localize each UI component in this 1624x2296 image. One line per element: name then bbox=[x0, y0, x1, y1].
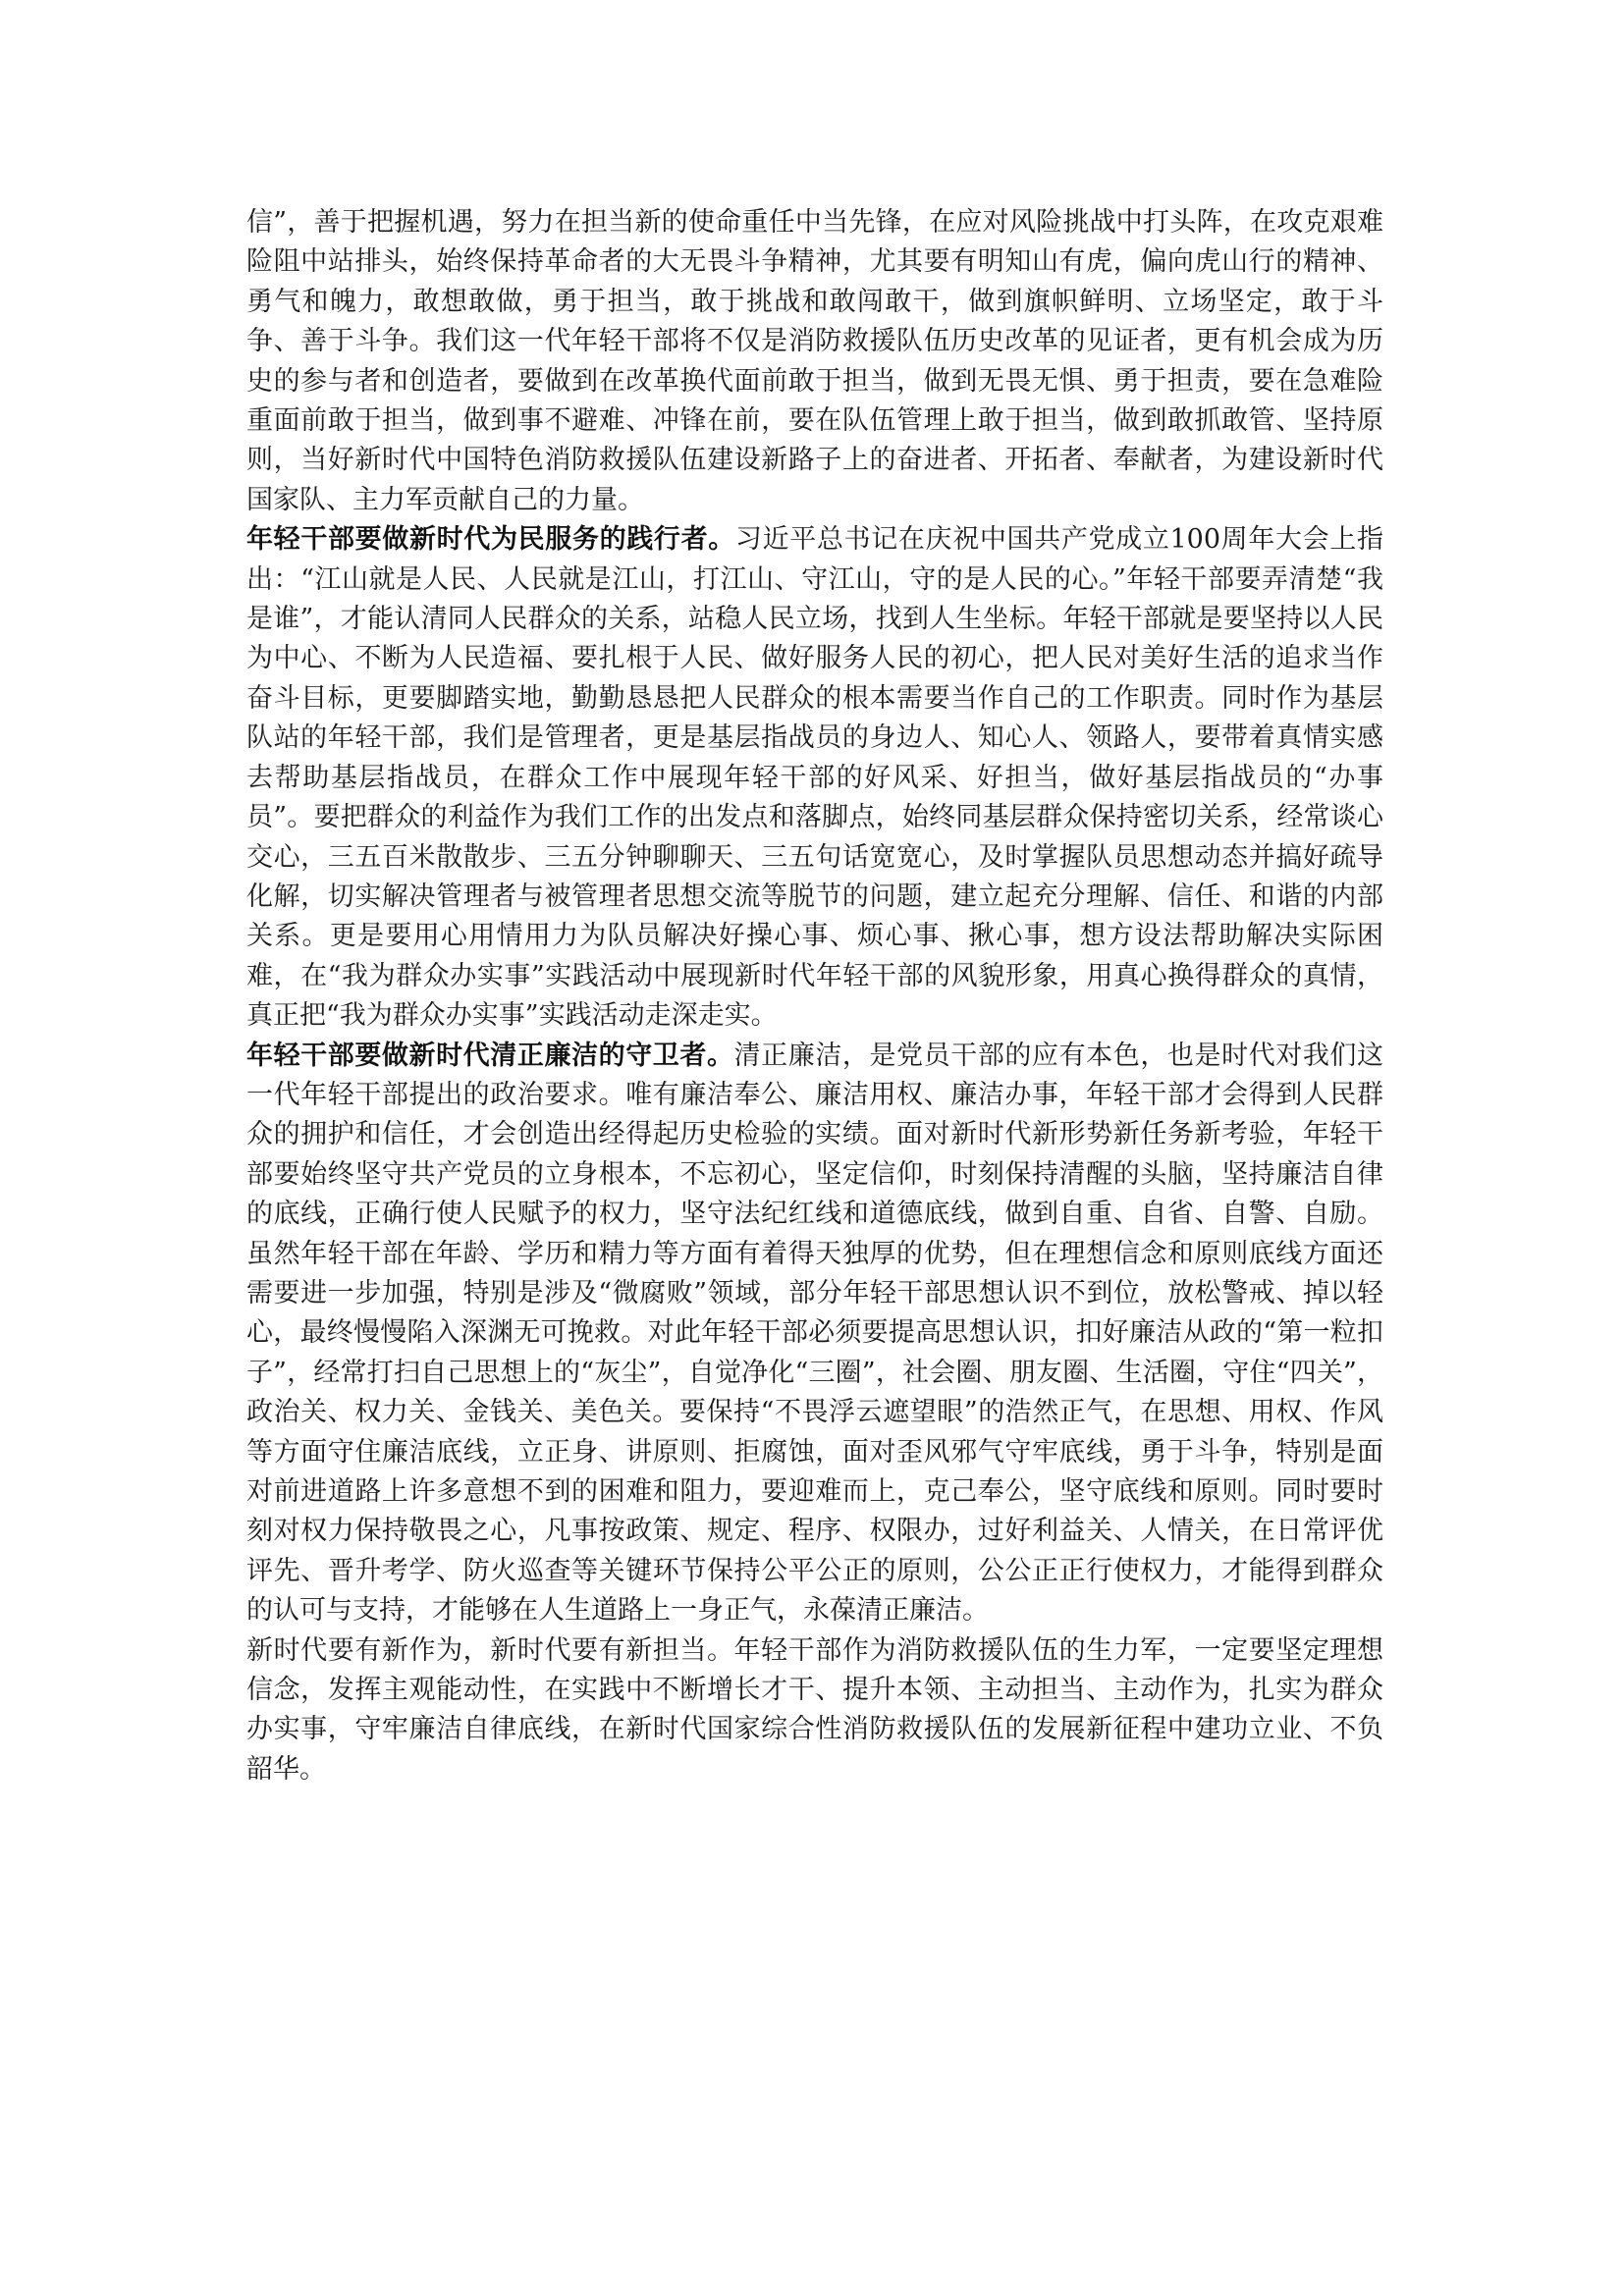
paragraph-conclusion bbox=[246, 1631, 1383, 1790]
paragraph-continuation bbox=[246, 203, 1383, 520]
paragraph-text: 信”，善于把握机遇，努力在担当新的使命重任中当先锋，在应对风险挑战中打头阵，在攻克艰难险阻中站排头，始终保持革命者的大无畏斗争精神，尤其要有明知山有虎，偏向虎山行的精神、勇气和魄力，敢想敢做，勇于担当，敢于挑战和敢闯敢干，做到旗帜鲜明、立场坚定，敢于斗争、善于斗争。我们这一代年轻干部将不仅是消防救援队伍历史改革的见证者，更有机会成为历史的参与者和创造者，要做到在改革换代面前敢于担当，做到无畏无惧、勇于担责，要在急难险重面前敢于担当，做到事不避难、冲锋在前，要在队伍管理上敢于担当，做到敢抓敢管、坚持原则，当好新时代中国特色消防救援队伍建设新路子上的奋进者、开拓者、奉献者，为建设新时代国家队、主力军贡献自己的力量。 bbox=[246, 207, 1383, 515]
paragraph-lead: 年轻干部要做新时代为民服务的践行者。 bbox=[246, 524, 735, 556]
paragraph-text: 新时代要有新作为，新时代要有新担当。年轻干部作为消防救援队伍的生力军，一定要坚定理想信念，发挥主观能动性，在实践中不断增长才干、提升本领、主动担当、主动作为，扎实为群众办实事，守牢廉洁自律底线，在新时代国家综合性消防救援队伍的发展新征程中建功立业、不负韶华。 bbox=[246, 1634, 1383, 1785]
paragraph-lead: 年轻干部要做新时代清正廉洁的守卫者。 bbox=[246, 1040, 734, 1071]
paragraph-integrity bbox=[246, 1037, 1383, 1631]
paragraph-serve-people bbox=[246, 520, 1383, 1036]
paragraph-text: 清正廉洁，是党员干部的应有本色，也是时代对我们这一代年轻干部提出的政治要求。唯有廉洁奉公、廉洁用权、廉洁办事，年轻干部才会得到人民群众的拥护和信任，才会创造出经得起历史检验的实绩。面对新时代新形势新任务新考验，年轻干部要始终坚守共产党员的立身根本，不忘初心，坚定信仰，时刻保持清醒的头脑，坚持廉洁自律的底线，正确行使人民赋予的权力，坚守法纪红线和道德底线，做到自重、自省、自警、自励。虽然年轻干部在年龄、学历和精力等方面有着得天独厚的优势，但在理想信念和原则底线方面还需要进一步加强，特别是涉及“微腐败”领域，部分年轻干部思想认识不到位，放松警戒、掉以轻心，最终慢慢陷入深渊无可挽救。对此年轻干部必须要提高思想认识，扣好廉洁从政的“第一粒扣子”，经常打扫自己思想上的“灰尘”，自觉净化“三圈”，社会圈、朋友圈、生活圈，守住“四关”，政治关、权力关、金钱关、美色关。要保持“不畏浮云遮望眼”的浩然正气，在思想、用权、作风等方面守住廉洁底线，立正身、讲原则、拒腐蚀，面对歪风邪气守牢底线，勇于斗争，特别是面对前进道路上许多意想不到的困难和阻力，要迎难而上，克己奉公，坚守底线和原则。同时要时刻对权力保持敬畏之心，凡事按政策、规定、程序、权限办，过好利益关、人情关，在日常评优评先、晋升考学、防火巡查等关键环节保持公平公正的原则，公公正正行使权力，才能得到群众的认可与支持，才能够在人生道路上一身正气，永葆清正廉洁。 bbox=[246, 1040, 1384, 1627]
document-body bbox=[246, 203, 1383, 1789]
paragraph-text: 习近平总书记在庆祝中国共产党成立100周年大会上指出：“江山就是人民、人民就是江山，打江山、守江山，守的是人民的心。”年轻干部要弄清楚“我是谁”，才能认清同人民群众的关系，站稳人民立场，找到人生坐标。年轻干部就是要坚持以人民为中心、不断为人民造福、要扎根于人民、做好服务人民的初心，把人民对美好生活的追求当作奋斗目标，更要脚踏实地，勤勤恳恳把人民群众的根本需要当作自己的工作职责。同时作为基层队站的年轻干部，我们是管理者，更是基层指战员的身边人、知心人、领路人，要带着真情实感去帮助基层指战员，在群众工作中展现年轻干部的好风采、好担当，做好基层指战员的“办事员”。要把群众的利益作为我们工作的出发点和落脚点，始终同基层群众保持密切关系，经常谈心交心，三五百米散散步、三五分钟聊聊天、三五句话宽宽心，及时掌握队员思想动态并搞好疏导化解，切实解决管理者与被管理者思想交流等脱节的问题，建立起充分理解、信任、和谐的内部关系。更是要用心用情用力为队员解决好操心事、烦心事、揪心事，想方设法帮助解决实际困难，在“我为群众办实事”实践活动中展现新时代年轻干部的风貌形象，用真心换得群众的真情，真正把“我为群众办实事”实践活动走深走实。 bbox=[246, 524, 1383, 1032]
